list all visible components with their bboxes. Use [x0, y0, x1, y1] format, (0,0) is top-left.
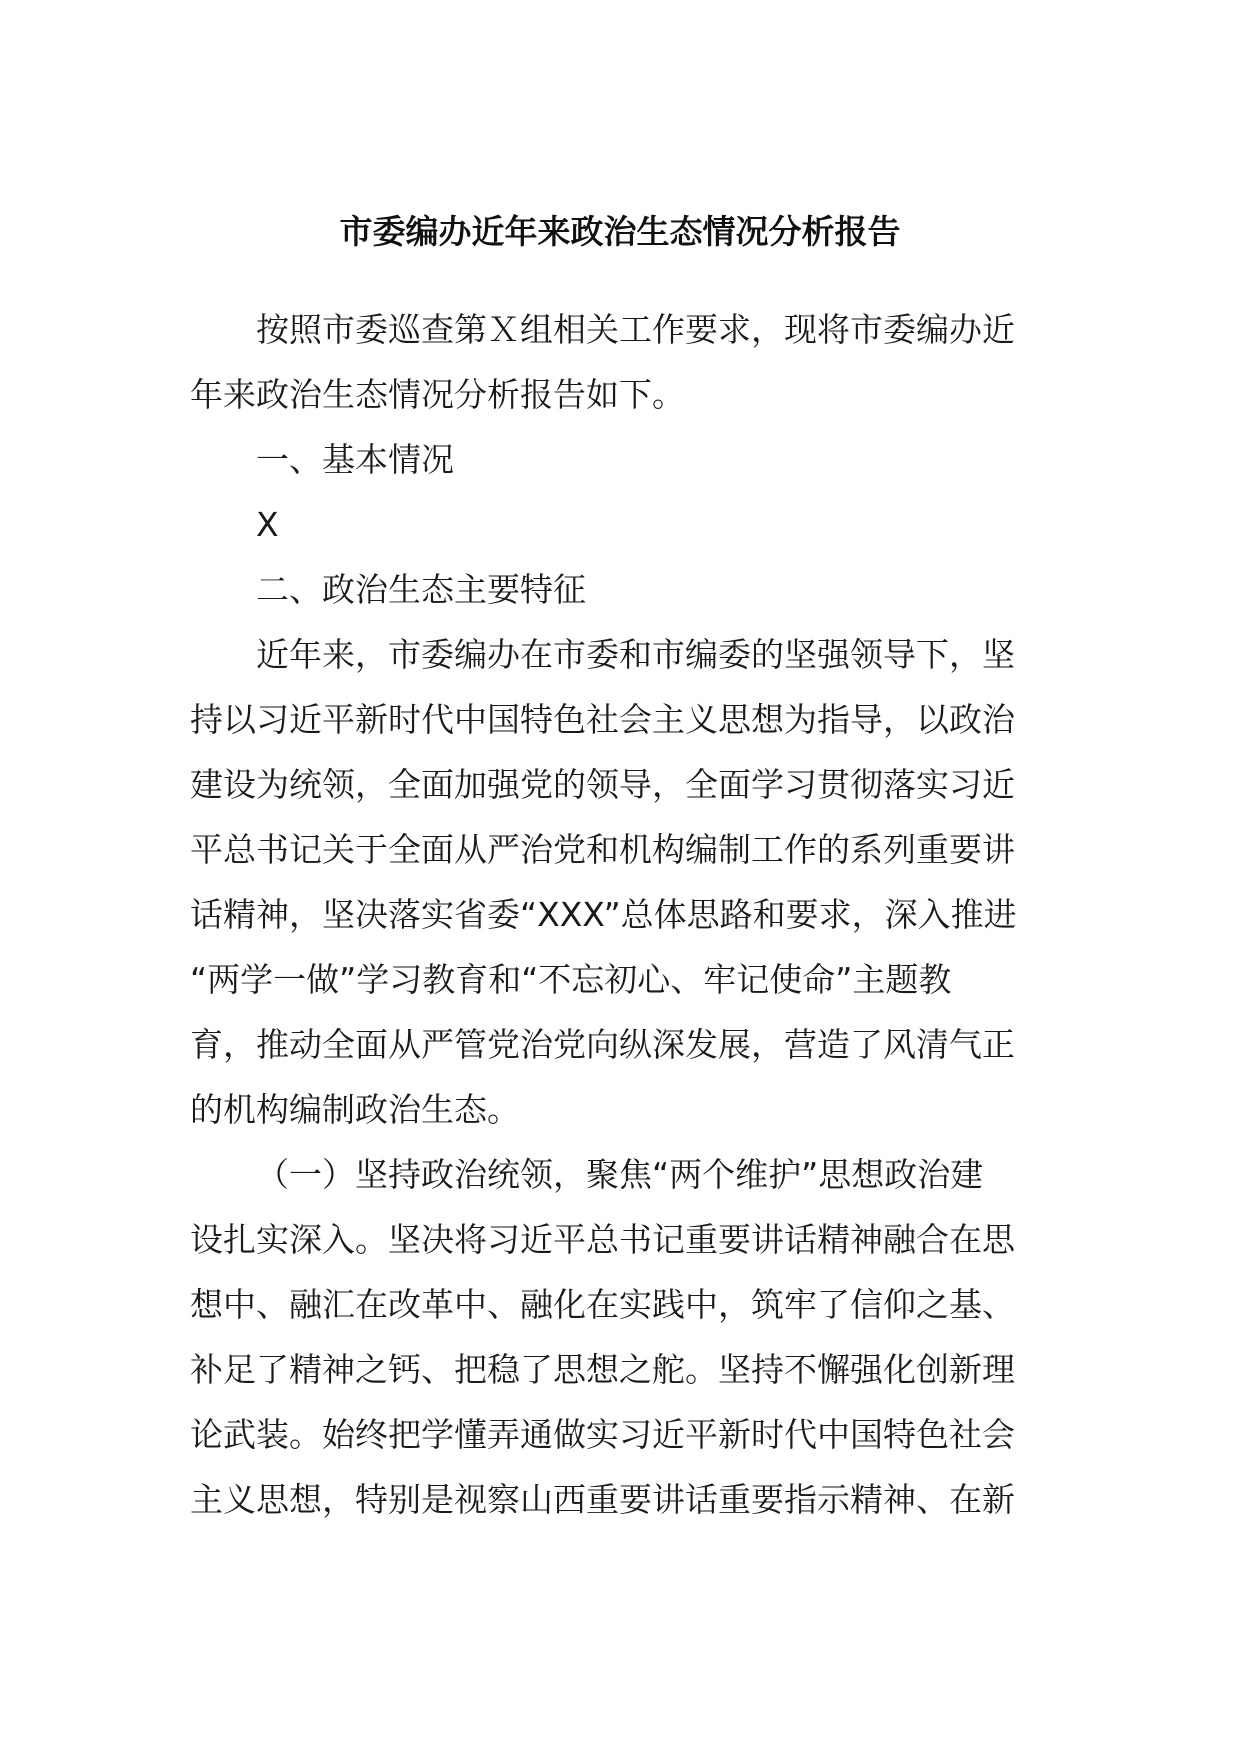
- section-heading: 二、政治生态主要特征: [256, 570, 586, 609]
- paragraph-line: 按照市委巡查第Ｘ组相关工作要求，现将市委编办近: [256, 310, 1015, 349]
- subsection-heading: （一）坚持政治统领，聚焦“两个维护”思想政治建: [256, 1155, 984, 1194]
- paragraph-line: 设扎实深入。坚决将习近平总书记重要讲话精神融合在思: [190, 1220, 1015, 1259]
- paragraph-line: 持以习近平新时代中国特色社会主义思想为指导，以政治: [190, 700, 1015, 739]
- paragraph-line: 话精神，坚决落实省委“XXX”总体思路和要求，深入推进: [190, 895, 1017, 934]
- paragraph-line: 年来政治生态情况分析报告如下。: [190, 375, 685, 414]
- document-title: 市委编办近年来政治生态情况分析报告: [339, 212, 901, 251]
- section-heading: 一、基本情况: [256, 440, 454, 479]
- paragraph-line: 育，推动全面从严管党治党向纵深发展，营造了风清气正: [190, 1025, 1015, 1064]
- paragraph-line: 的机构编制政治生态。: [190, 1090, 520, 1129]
- paragraph-line: “两学一做”学习教育和“不忘初心、牢记使命”主题教: [190, 960, 952, 999]
- paragraph-line: 补足了精神之钙、把稳了思想之舵。坚持不懈强化创新理: [190, 1350, 1015, 1389]
- paragraph-line: 想中、融汇在改革中、融化在实践中，筑牢了信仰之基、: [190, 1285, 1015, 1324]
- paragraph-line: 近年来，市委编办在市委和市编委的坚强领导下，坚: [256, 635, 1015, 674]
- paragraph-line: 论武装。始终把学懂弄通做实习近平新时代中国特色社会: [190, 1415, 1015, 1454]
- paragraph-line: 主义思想，特别是视察山西重要讲话重要指示精神、在新: [190, 1480, 1015, 1519]
- paragraph-line: 建设为统领，全面加强党的领导，全面学习贯彻落实习近: [190, 765, 1015, 804]
- paragraph-line: 平总书记关于全面从严治党和机构编制工作的系列重要讲: [190, 830, 1015, 869]
- paragraph-line: X: [256, 505, 279, 544]
